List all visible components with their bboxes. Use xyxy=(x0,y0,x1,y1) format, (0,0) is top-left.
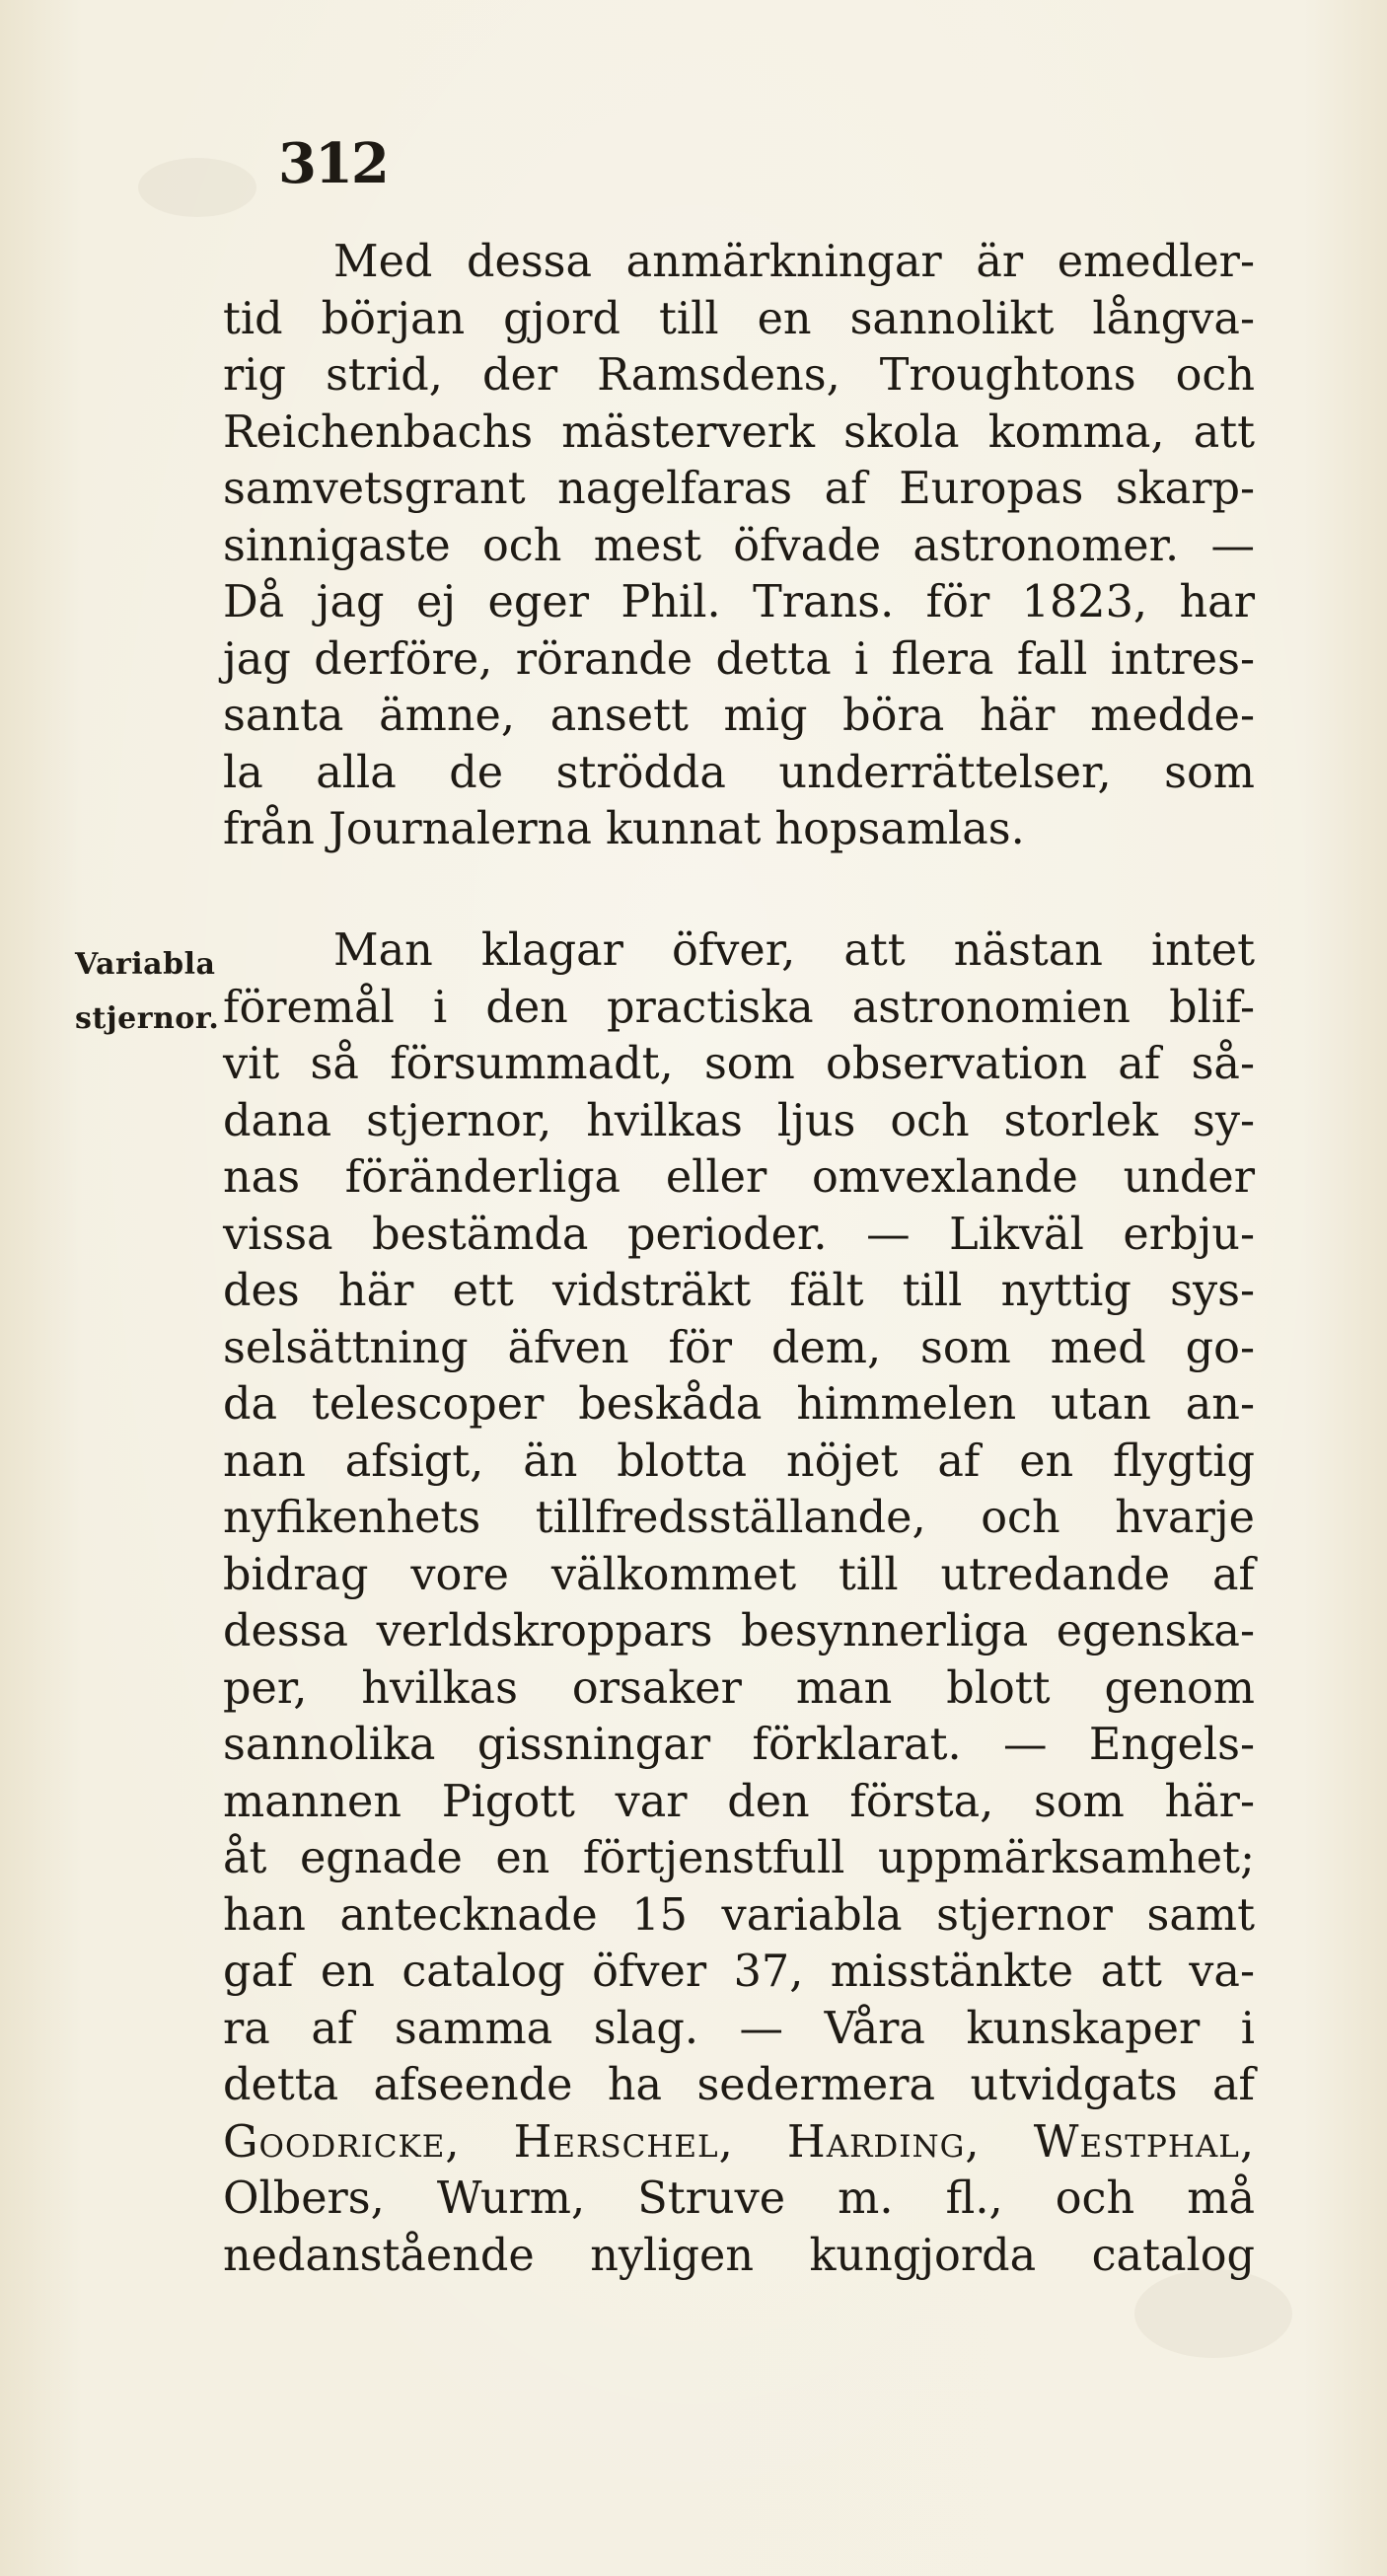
text-line: Olbers, Wurm, Struve m. fl., och må xyxy=(223,2173,1255,2224)
paragraph-1 xyxy=(223,234,1255,858)
text-line: Reichenbachs mästerverk skola komma, att xyxy=(223,406,1255,458)
text-line: dessa verldskroppars besynnerliga egenska- xyxy=(223,1606,1255,1656)
text-line: nedanstående nyligen kungjorda catalog xyxy=(223,2230,1255,2281)
text-line: des här ett vidsträkt fält till nyttig sys- xyxy=(223,1266,1255,1316)
text-line: vissa bestämda perioder. — Likväl erbju- xyxy=(223,1209,1255,1260)
text-line: dana stjernor, hvilkas ljus och storlek sy- xyxy=(223,1095,1255,1146)
text-line: föremål i den practiska astronomien blif- xyxy=(223,982,1255,1033)
text-line: selsättning äfven för dem, som med go- xyxy=(223,1322,1255,1373)
margin-note xyxy=(75,937,219,1046)
margin-note-line: Variabla xyxy=(75,947,216,982)
margin-note-line: stjernor. xyxy=(75,1001,220,1036)
text-line: Man klagar öfver, att nästan intet xyxy=(333,925,1255,976)
text-line: gaf en catalog öfver 37, misstänkte att va- xyxy=(223,1947,1255,1997)
text-line: sinnigaste och mest öfvade astronomer. — xyxy=(223,520,1255,571)
text-line: nas föränderliga eller omvexlande under xyxy=(223,1152,1255,1203)
text-line: tid början gjord till en sannolikt långva- xyxy=(223,293,1255,344)
page-number: 312 xyxy=(278,131,388,196)
text-line: jag derföre, rörande detta i flera fall intres- xyxy=(223,633,1255,685)
text-line: mannen Pigott var den första, som här- xyxy=(223,1776,1255,1827)
text-line: rig strid, der Ramsdens, Troughtons och xyxy=(223,350,1255,401)
text-line: detta afseende ha sedermera utvidgats af xyxy=(223,2060,1255,2110)
text-line: vit så försummadt, som observation af så- xyxy=(223,1039,1255,1089)
text-line: la alla de strödda underrättelser, som xyxy=(223,747,1255,798)
text-line: per, hvilkas orsaker man blott genom xyxy=(223,1662,1255,1714)
text-line: sannolika gissningar förklarat. — Engels- xyxy=(223,1720,1255,1770)
text-line: nyfikenhets tillfredsställande, och hvarje xyxy=(223,1493,1255,1543)
text-line: ra af samma slag. — Våra kunskaper i xyxy=(223,2003,1255,2054)
text-line: Då jag ej eger Phil. Trans. för 1823, har xyxy=(223,577,1255,627)
text-line: samvetsgrant nagelfaras af Europas skarp- xyxy=(223,464,1255,514)
text-line: Med dessa anmärkningar är emedler- xyxy=(333,237,1255,287)
text-line: han antecknade 15 variabla stjernor samt xyxy=(223,1889,1255,1941)
text-line: da telescoper beskåda himmelen utan an- xyxy=(223,1379,1255,1430)
text-line: Goodricke, Herschel, Harding, Westphal, xyxy=(223,2116,1255,2168)
text-line: santa ämne, ansett mig böra här medde- xyxy=(223,691,1255,741)
text-line: från Journalerna kunnat hopsamlas. xyxy=(223,804,1025,854)
text-line: nan afsigt, än blotta nöjet af en flygtig xyxy=(223,1435,1255,1487)
text-line: bidrag vore välkommet till utredande af xyxy=(223,1549,1255,1600)
paper-stain xyxy=(138,158,256,217)
paragraph-2 xyxy=(223,922,1255,2284)
text-line: åt egnade en förtjenstfull uppmärksamhet; xyxy=(223,1833,1255,1883)
